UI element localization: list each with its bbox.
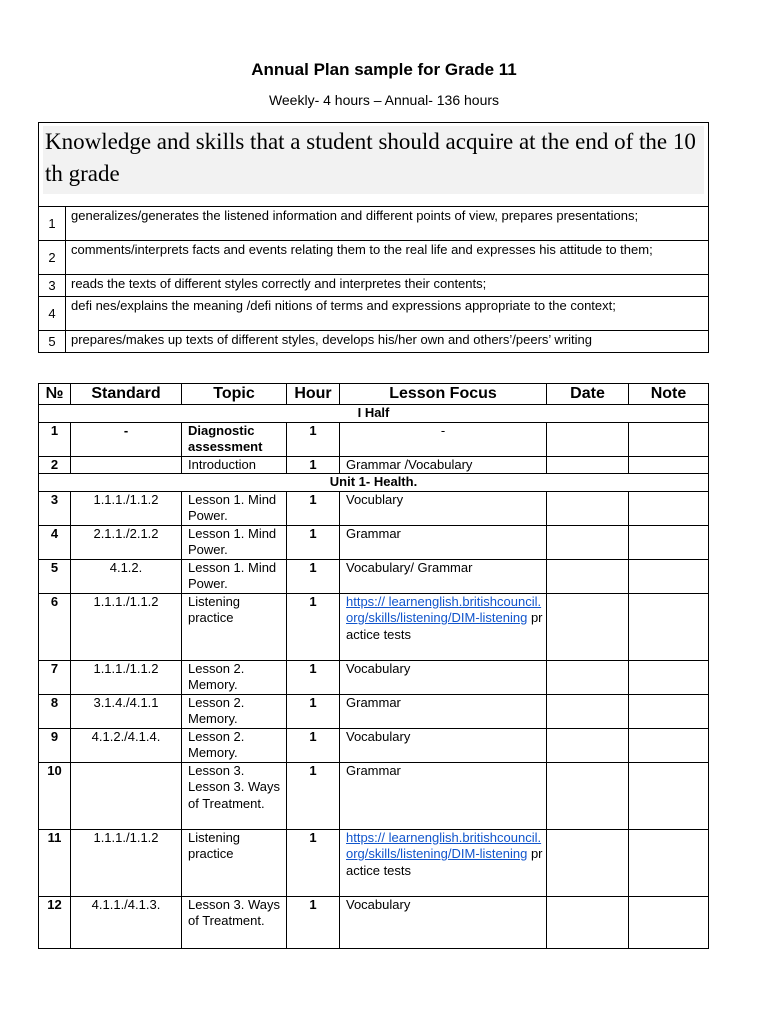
table-row (39, 694, 709, 728)
row-focus: Vocabulary (340, 728, 547, 762)
row-hour: 1 (287, 896, 340, 948)
row-note (629, 422, 709, 456)
knowledge-number: 2 (39, 241, 66, 275)
document-subtitle: Weekly- 4 hours – Annual- 136 hours (268, 92, 500, 108)
row-note (629, 559, 709, 593)
table-row (39, 728, 709, 762)
row-note (629, 694, 709, 728)
row-standard (71, 762, 182, 829)
row-date (547, 593, 629, 660)
row-hour: 1 (287, 728, 340, 762)
row-standard: 2.1.1./2.1.2 (71, 525, 182, 559)
document-title: Annual Plan sample for Grade 11 (251, 60, 517, 79)
knowledge-text: reads the texts of different styles correctly and interpretes their contents; (66, 275, 709, 297)
table-row (39, 422, 709, 456)
row-number: 11 (39, 829, 71, 896)
row-note (629, 456, 709, 474)
row-focus: - (340, 422, 547, 456)
row-focus: Grammar (340, 525, 547, 559)
header-date: Date (547, 384, 629, 405)
row-date (547, 422, 629, 456)
row-topic: Listening practice (182, 829, 287, 896)
row-date (547, 762, 629, 829)
row-number: 2 (39, 456, 71, 474)
section-row (39, 405, 709, 423)
row-focus: Grammar (340, 694, 547, 728)
knowledge-heading-row (39, 123, 709, 207)
row-topic: Lesson 1. Mind Power. (182, 491, 287, 525)
header-note: Note (629, 384, 709, 405)
table-row (39, 660, 709, 694)
row-date (547, 660, 629, 694)
section-label: I Half (39, 405, 709, 423)
table-row (39, 829, 709, 896)
row-note (629, 762, 709, 829)
knowledge-row (39, 275, 709, 297)
row-date (547, 694, 629, 728)
row-date (547, 829, 629, 896)
table-row (39, 593, 709, 660)
row-topic: Lesson 2. Memory. (182, 728, 287, 762)
listening-practice-link[interactable]: https:// learnenglish.britishcouncil.org/skills/listening/DIM-listening (346, 829, 542, 861)
row-hour: 1 (287, 660, 340, 694)
unit-label: Unit 1- Health. (39, 474, 709, 492)
row-number: 1 (39, 422, 71, 456)
row-number: 8 (39, 694, 71, 728)
row-standard: 4.1.1./4.1.3. (71, 896, 182, 948)
knowledge-row (39, 241, 709, 275)
knowledge-number: 1 (39, 207, 66, 241)
row-standard: 1.1.1./1.1.2 (71, 593, 182, 660)
knowledge-row (39, 207, 709, 241)
knowledge-number: 5 (39, 331, 66, 353)
row-topic: Introduction (182, 456, 287, 474)
row-focus: Grammar (340, 762, 547, 829)
row-date (547, 456, 629, 474)
row-focus (340, 593, 547, 660)
row-hour: 1 (287, 829, 340, 896)
row-topic: Lesson 3. Lesson 3. Ways of Treatment. (182, 762, 287, 829)
row-hour: 1 (287, 559, 340, 593)
knowledge-text: prepares/makes up texts of different styles, develops his/her own and others’/peers’ writing (66, 331, 709, 353)
row-note (629, 896, 709, 948)
row-number: 9 (39, 728, 71, 762)
row-focus: Grammar /Vocabulary (340, 456, 547, 474)
row-standard: 4.1.2./4.1.4. (71, 728, 182, 762)
row-date (547, 491, 629, 525)
row-date (547, 728, 629, 762)
row-number: 3 (39, 491, 71, 525)
listening-practice-link[interactable]: https:// learnenglish.britishcouncil.org/skills/listening/DIM-listening (346, 593, 542, 625)
table-row (39, 559, 709, 593)
row-hour: 1 (287, 491, 340, 525)
header-topic: Topic (182, 384, 287, 405)
table-row (39, 525, 709, 559)
header-lesson-focus: Lesson Focus (340, 384, 547, 405)
row-number: 6 (39, 593, 71, 660)
row-focus: Vocabulary (340, 896, 547, 948)
knowledge-text: defi nes/explains the meaning /defi nitions of terms and expressions appropriate to the context; (66, 297, 709, 331)
row-focus: Vocublary (340, 491, 547, 525)
row-standard: 4.1.2. (71, 559, 182, 593)
knowledge-row (39, 331, 709, 353)
annual-plan-table (38, 383, 709, 949)
row-note (629, 491, 709, 525)
row-note (629, 829, 709, 896)
table-row (39, 762, 709, 829)
row-hour: 1 (287, 762, 340, 829)
table-row (39, 456, 709, 474)
header-standard: Standard (71, 384, 182, 405)
row-date (547, 525, 629, 559)
row-hour: 1 (287, 694, 340, 728)
link-suffix: practice tests (346, 846, 543, 878)
row-topic: Diagnostic assessment (182, 422, 287, 456)
row-number: 7 (39, 660, 71, 694)
row-focus: Vocabulary/ Grammar (340, 559, 547, 593)
header-hour: Hour (287, 384, 340, 405)
row-number: 10 (39, 762, 71, 829)
row-standard: 1.1.1./1.1.2 (71, 829, 182, 896)
row-date (547, 896, 629, 948)
row-number: 12 (39, 896, 71, 948)
row-number: 4 (39, 525, 71, 559)
header-number: № (39, 384, 71, 405)
row-topic: Lesson 1. Mind Power. (182, 559, 287, 593)
row-date (547, 559, 629, 593)
table-row (39, 896, 709, 948)
row-hour: 1 (287, 422, 340, 456)
row-standard: 1.1.1./1.1.2 (71, 491, 182, 525)
row-hour: 1 (287, 593, 340, 660)
row-topic: Lesson 1. Mind Power. (182, 525, 287, 559)
row-note (629, 728, 709, 762)
link-suffix: practice tests (346, 610, 543, 642)
row-focus: Vocabulary (340, 660, 547, 694)
knowledge-row (39, 297, 709, 331)
row-note (629, 525, 709, 559)
knowledge-table (38, 122, 709, 353)
section-row (39, 474, 709, 492)
row-standard: 3.1.4./4.1.1 (71, 694, 182, 728)
knowledge-text: generalizes/generates the listened information and different points of view, prepares presentations; (66, 207, 709, 241)
row-hour: 1 (287, 456, 340, 474)
row-standard (71, 456, 182, 474)
row-number: 5 (39, 559, 71, 593)
row-hour: 1 (287, 525, 340, 559)
row-topic: Lesson 2. Memory. (182, 694, 287, 728)
row-standard: 1.1.1./1.1.2 (71, 660, 182, 694)
knowledge-text: comments/interprets facts and events relating them to the real life and expresses his attitude to them; (66, 241, 709, 275)
row-standard: - (71, 422, 182, 456)
knowledge-number: 4 (39, 297, 66, 331)
row-note (629, 660, 709, 694)
row-note (629, 593, 709, 660)
row-topic: Lesson 2. Memory. (182, 660, 287, 694)
plan-header-row (39, 384, 709, 405)
row-topic: Listening practice (182, 593, 287, 660)
row-topic: Lesson 3. Ways of Treatment. (182, 896, 287, 948)
row-focus (340, 829, 547, 896)
knowledge-heading: Knowledge and skills that a student should acquire at the end of the 10 th grade (43, 126, 704, 194)
table-row (39, 491, 709, 525)
knowledge-number: 3 (39, 275, 66, 297)
